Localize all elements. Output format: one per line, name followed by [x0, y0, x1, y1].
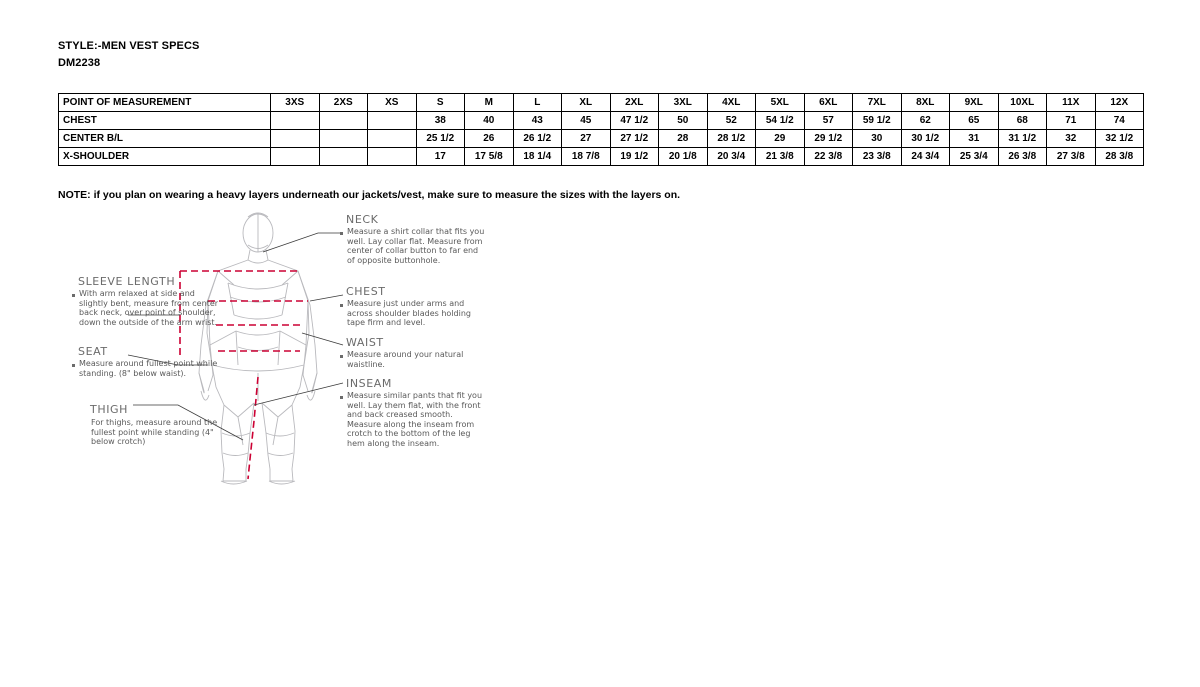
- measurement-cell: 43: [513, 112, 562, 130]
- column-header-size-l: L: [513, 94, 562, 112]
- callout-title-waist: WAIST: [346, 336, 384, 349]
- bullet-icon: [340, 304, 343, 307]
- measurement-cell: 45: [562, 112, 611, 130]
- measurement-cell: 26 3/8: [998, 148, 1047, 166]
- column-header-size-12x: 12X: [1095, 94, 1144, 112]
- callout-title-chest: CHEST: [346, 285, 386, 298]
- measurement-cell: 40: [465, 112, 514, 130]
- document-header: [58, 38, 199, 72]
- measurement-spec-table: [58, 93, 1144, 166]
- column-header-size-xl: XL: [562, 94, 611, 112]
- measurement-note: NOTE: if you plan on wearing a heavy layers underneath our jackets/vest, make sure to measure the sizes with the layers on.: [58, 189, 681, 201]
- bullet-icon: [72, 294, 75, 297]
- measurement-cell: 30: [853, 130, 902, 148]
- measurement-cell: 27 3/8: [1047, 148, 1096, 166]
- measurement-cell: 50: [659, 112, 708, 130]
- callout-title-thigh: THIGH: [90, 403, 129, 416]
- measurement-cell: [319, 130, 368, 148]
- measurement-cell: [368, 130, 417, 148]
- column-header-size-8xl: 8XL: [901, 94, 950, 112]
- column-header-size-4xl: 4XL: [707, 94, 756, 112]
- measurement-cell: [271, 112, 320, 130]
- measurement-cell: [368, 112, 417, 130]
- column-header-size-m: M: [465, 94, 514, 112]
- measurement-cell: 17 5/8: [465, 148, 514, 166]
- table-row: [59, 130, 1144, 148]
- measurement-cell: [319, 112, 368, 130]
- style-title: STYLE:-MEN VEST SPECS: [58, 40, 200, 52]
- measurement-cell: 22 3/8: [804, 148, 853, 166]
- measurement-cell: 32: [1047, 130, 1096, 148]
- measurement-cell: 26 1/2: [513, 130, 562, 148]
- row-label: CENTER B/L: [59, 130, 271, 148]
- measurement-cell: 65: [950, 112, 999, 130]
- column-header-size-5xl: 5XL: [756, 94, 805, 112]
- measurement-cell: 62: [901, 112, 950, 130]
- measurement-cell: 17: [416, 148, 465, 166]
- measurement-cell: 31 1/2: [998, 130, 1047, 148]
- callout-body-thigh: For thighs, measure around the fullest point while standing (4" below crotch): [91, 418, 218, 447]
- measurement-cell: [271, 148, 320, 166]
- callout-body-neck: Measure a shirt collar that fits you well. Lay collar flat. Measure from center of collar button to far end of opposite buttonhole.: [347, 227, 485, 265]
- measurement-cell: 71: [1047, 112, 1096, 130]
- callout-body-sleeve-length: With arm relaxed at side and slightly bent, measure from center back neck, over point of shoulder, down the outside of the arm wrist.: [79, 289, 219, 327]
- column-header-size-10xl: 10XL: [998, 94, 1047, 112]
- column-header-size-2xs: 2XS: [319, 94, 368, 112]
- spec-table-container: [58, 93, 1142, 166]
- column-header-size-3xs: 3XS: [271, 94, 320, 112]
- measurement-cell: 32 1/2: [1095, 130, 1144, 148]
- callout-title-neck: NECK: [346, 213, 379, 226]
- callout-body-waist: Measure around your natural waistline.: [347, 350, 464, 369]
- bullet-icon: [340, 396, 343, 399]
- bullet-icon: [340, 232, 343, 235]
- measurement-cell: 26: [465, 130, 514, 148]
- measurement-cell: 29 1/2: [804, 130, 853, 148]
- column-header-size-3xl: 3XL: [659, 94, 708, 112]
- measurement-cell: 57: [804, 112, 853, 130]
- measurement-cell: 20 3/4: [707, 148, 756, 166]
- measurement-cell: 74: [1095, 112, 1144, 130]
- measurement-cell: 19 1/2: [610, 148, 659, 166]
- callout-leader-lines: [128, 233, 343, 440]
- measurement-cell: [368, 148, 417, 166]
- measurement-cell: 23 3/8: [853, 148, 902, 166]
- measurement-cell: 47 1/2: [610, 112, 659, 130]
- measurement-cell: 30 1/2: [901, 130, 950, 148]
- measurement-cell: 25 1/2: [416, 130, 465, 148]
- column-header-point-of-measurement: POINT OF MEASUREMENT: [59, 94, 271, 112]
- measurement-diagram: [58, 205, 518, 495]
- measurement-cell: 18 7/8: [562, 148, 611, 166]
- callout-title-seat: SEAT: [78, 345, 108, 358]
- column-header-size-2xl: 2XL: [610, 94, 659, 112]
- bullet-icon: [340, 355, 343, 358]
- measurement-cell: 28: [659, 130, 708, 148]
- measurement-cell: [319, 148, 368, 166]
- table-header-row: [59, 94, 1144, 112]
- measurement-cell: 29: [756, 130, 805, 148]
- column-header-size-9xl: 9XL: [950, 94, 999, 112]
- measurement-cell: 59 1/2: [853, 112, 902, 130]
- style-code: DM2238: [58, 57, 101, 69]
- row-label: X-SHOULDER: [59, 148, 271, 166]
- callout-body-chest: Measure just under arms and across shoulder blades holding tape firm and level.: [347, 299, 471, 328]
- measurement-cell: 52: [707, 112, 756, 130]
- measurement-cell: 27: [562, 130, 611, 148]
- column-header-size-7xl: 7XL: [853, 94, 902, 112]
- measurement-cell: 21 3/8: [756, 148, 805, 166]
- callout-body-inseam: Measure similar pants that fit you well. Lay them flat, with the front and back creased smooth. Measure along the inseam from crotch to the bottom of the leg hem along the inseam.: [347, 391, 483, 448]
- measurement-cell: 38: [416, 112, 465, 130]
- measurement-cell: 24 3/4: [901, 148, 950, 166]
- measurement-cell: 20 1/8: [659, 148, 708, 166]
- measurement-cell: [271, 130, 320, 148]
- measurement-cell: 18 1/4: [513, 148, 562, 166]
- column-header-size-s: S: [416, 94, 465, 112]
- callout-title-sleeve-length: SLEEVE LENGTH: [78, 275, 176, 288]
- callout-body-seat: Measure around fullest point while standing. (8" below waist).: [79, 359, 218, 378]
- column-header-size-11x: 11X: [1047, 94, 1096, 112]
- row-label: CHEST: [59, 112, 271, 130]
- measurement-cell: 31: [950, 130, 999, 148]
- measurement-cell: 27 1/2: [610, 130, 659, 148]
- measurement-cell: 68: [998, 112, 1047, 130]
- table-row: [59, 148, 1144, 166]
- measurement-cell: 25 3/4: [950, 148, 999, 166]
- measurement-cell: 28 1/2: [707, 130, 756, 148]
- measurement-cell: 28 3/8: [1095, 148, 1144, 166]
- measurement-cell: 54 1/2: [756, 112, 805, 130]
- column-header-size-xs: XS: [368, 94, 417, 112]
- bullet-icon: [72, 364, 75, 367]
- column-header-size-6xl: 6XL: [804, 94, 853, 112]
- callout-title-inseam: INSEAM: [346, 377, 393, 390]
- table-row: [59, 112, 1144, 130]
